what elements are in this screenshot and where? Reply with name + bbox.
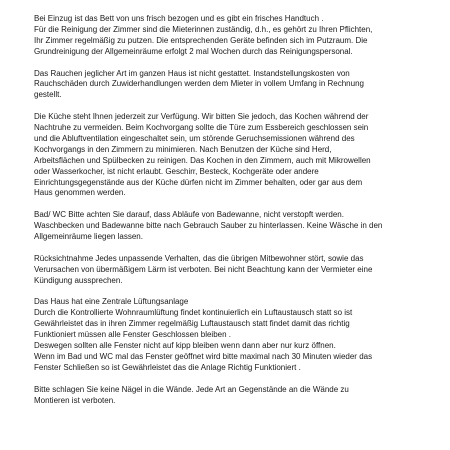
text-line: gestellt. — [34, 90, 62, 100]
text-line: Bitte schlagen Sie keine Nägel in die Wände. Jede Art an Gegenstände an die Wände zu — [34, 384, 349, 394]
document-body — [34, 14, 446, 417]
text-line: Das Haus hat eine Zentrale Lüftungsanlage — [34, 297, 189, 307]
text-line: Gewährleistet das in ihren Zimmer regelmäßig Luftaustausch statt findet damit das richtig — [34, 319, 350, 329]
text-line: Durch die Kontrollierte Wohnraumlüftung findet kontinuierlich ein Luftaustausch statt so ist — [34, 308, 353, 318]
paragraph-ventilation — [34, 297, 446, 373]
text-line: Die Küche steht Ihnen jederzeit zur Verfügung. Wir bitten Sie jedoch, das Kochen während der — [34, 112, 369, 122]
text-line: Haus genommen werden. — [34, 188, 126, 198]
text-line: Das Rauchen jeglicher Art im ganzen Haus ist nicht gestattet. Instandstellungskosten von — [34, 68, 350, 78]
text-line: und die Abluftventilation eingeschaltet sein, um störende Geruchsemissionen während des — [34, 133, 355, 143]
paragraph-kitchen — [34, 112, 446, 199]
text-line: Bad/ WC Bitte achten Sie darauf, dass Abläufe von Badewanne, nicht verstopft werden. — [34, 210, 344, 220]
text-line: oder Wasserkocher, ist nicht erlaubt. Geschirr, Besteck, Kochgeräte oder andere — [34, 166, 319, 176]
paragraph-bathroom — [34, 210, 446, 243]
paragraph-bedding-cleaning — [34, 14, 446, 58]
text-line: Waschbecken und Badewanne bitte nach Gebrauch Sauber zu hinterlassen. Keine Wäsche in den — [34, 221, 383, 231]
paragraph-consideration — [34, 254, 446, 287]
text-line: Kochvorgangs in den Zimmern zu minimieren. Nach Benutzen der Küche sind Herd, — [34, 144, 332, 154]
text-line: Allgemeinräume liegen lassen. — [34, 232, 143, 242]
text-line: Kündigung aussprechen. — [34, 275, 123, 285]
text-line: Ihr Zimmer regelmäßig zu putzen. Die entsprechenden Geräte befinden sich im Putzraum. Die — [34, 35, 368, 45]
text-line: Für die Reinigung der Zimmer sind die Mieterinnen zuständig, d.h., es gehört zu Ihren Pflichten, — [34, 24, 373, 34]
text-line: Wenn im Bad und WC mal das Fenster geöffnet wird bitte maximal nach 30 Minuten wieder das — [34, 352, 373, 362]
text-line: Nachtruhe zu vermeiden. Beim Kochvorgang sollte die Türe zum Essbereich geschlossen sein — [34, 123, 369, 133]
text-line: Funktioniert müssen alle Fenster Geschlossen bleiben . — [34, 330, 231, 340]
text-line: Einrichtungsgegenstände aus der Küche dürfen nicht im Zimmer behalten, oder gar aus dem — [34, 177, 363, 187]
text-line: Rauchschäden durch Zuwiderhandlungen werden dem Mieter in vollem Umfang in Rechnung — [34, 79, 364, 89]
text-line: Fenster Schließen so ist Gewährleistet das die Anlage Richtig Funktioniert . — [34, 362, 301, 372]
text-line: Arbeitsflächen und Spülbecken zu reinigen. Das Kochen in den Zimmern, auch mit Mikrowellen — [34, 155, 371, 165]
text-line: Rücksichtnahme Jedes unpassende Verhalten, das die übrigen Mitbewohner stört, sowie das — [34, 253, 364, 263]
text-line: Deswegen sollten alle Fenster nicht auf kipp bleiben wenn dann aber nur kurz öffnen. — [34, 341, 336, 351]
text-line: Verursachen von übermäßigem Lärm ist verboten. Bei nicht Beachtung kann der Vermieter eine — [34, 264, 373, 274]
paragraph-smoking — [34, 69, 446, 102]
text-line: Montieren ist verboten. — [34, 395, 116, 405]
text-line: Grundreinigung der Allgemeinräume erfolgt 2 mal Wochen durch das Reinigungspersonal. — [34, 46, 353, 56]
text-line: Bei Einzug ist das Bett von uns frisch bezogen und es gibt ein frisches Handtuch . — [34, 14, 324, 23]
paragraph-walls — [34, 385, 446, 407]
